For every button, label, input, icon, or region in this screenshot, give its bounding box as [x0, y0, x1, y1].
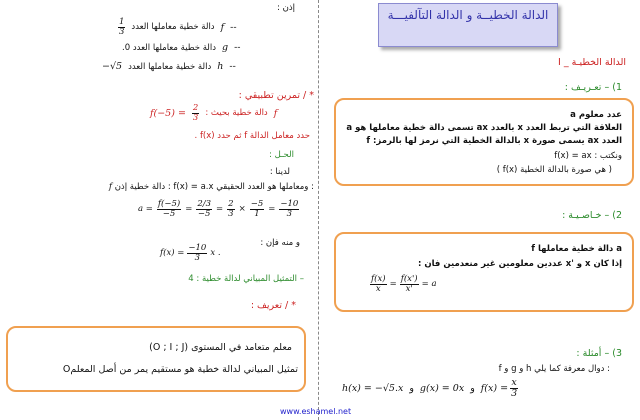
definition-box	[334, 98, 634, 186]
list-item-f: $\frac{1}{3}$ دالة خطية معاملها العدد f --	[119, 17, 237, 37]
property-formula: $\frac{f(x)}{x}$ = $\frac{f(x')}{x'}$ = a	[371, 274, 437, 294]
exercise-question: حدد معامل الدالة f ثم حدد f(x) .	[194, 131, 310, 141]
solution-line-1: f دالة خطية إذن : f(x) = a.x ومعاملها هو العدد الحقيقي :	[108, 182, 314, 192]
exercise-given: f(−5) = $\frac{2}{3}$ دالة خطية بحيث : f	[150, 103, 278, 123]
def-line-3: ونكتب : f(x) = ax	[554, 151, 622, 161]
graph-heading: – التمثيل المبياني لدالة خطية : 4	[188, 274, 304, 284]
example-g: g(x) = 0x	[419, 382, 465, 394]
def-line-2: العدد ax يسمى صورة x بالدالة الخطية التي نرمز لها بالرمز: f	[366, 136, 622, 146]
graph-def-line-2: تمثيل المبياني لدالة خطية هو مستقيم يمر من أصل المعلمO	[62, 364, 298, 375]
formula-fraction-2: $\frac{f(x')}{x'}$	[400, 274, 418, 294]
prop-line-1: f دالة خطية معاملها a	[531, 244, 622, 254]
exercise-heading: * / تمرين تطبيقي :	[238, 90, 314, 101]
then-so: و منه فإن :	[260, 238, 300, 248]
page-title: الدالة الخطيــة و الدالة التآلفيـــة	[387, 8, 549, 22]
property-box	[334, 232, 634, 312]
property-heading: 2) – خـاصـيـة :	[562, 210, 622, 221]
example-h: h(x) = −√5.x	[342, 382, 404, 394]
list-item-g: دالة خطية معاملها العدد 0. g --	[122, 42, 241, 53]
definition2-heading: * / تعريف :	[250, 300, 296, 311]
graph-def-line-1: (O ; I ; J) معلم متعامد في المستوى	[149, 342, 292, 353]
examples-heading: 3) – أمثلة :	[576, 348, 622, 359]
column-divider	[318, 0, 319, 420]
coefficient-calculation: a = $\frac{f(-5)}{-5}$ = $\frac{2/3}{-5}$ = $\frac{2}{3}$ × $\frac{-5}{1}$ = $\frac{-10}{3}$	[138, 199, 299, 219]
def-line-1: العلاقة التي تربط العدد x بالعدد ax تسمى دالة خطية معاملها هو a	[346, 123, 622, 133]
example-f: f(x) = $\frac{x}{3}$	[480, 377, 518, 399]
list-item-h: −√5 دالة خطية معاملها العدد h --	[102, 61, 236, 72]
examples-formulas: h(x) = −√5.x و g(x) = 0x و f(x) = $\frac{x}{3}$	[342, 377, 518, 399]
we-have: لدينا :	[269, 167, 290, 177]
coef-one-third: $\frac{1}{3}$	[119, 17, 125, 37]
examples-intro: f و g و h دوال معرفة كما يلي :	[498, 364, 610, 374]
prop-line-2: إذا كان x و 'x عددين معلومين غير منعدمين فان :	[418, 259, 622, 269]
section-heading-linear: I _ الدالة الخطيـة	[558, 57, 626, 68]
def-line-4: ( f(x) هي صورة بالدالة الخطية )	[496, 165, 612, 175]
def-a-known: a عدد معلوم	[570, 110, 622, 120]
formula-fraction-1: $\frac{f(x)}{x}$	[371, 274, 386, 294]
footer-site-link[interactable]: www.eshamel.net	[280, 407, 352, 416]
solution-heading: الحـل :	[269, 150, 294, 160]
title-box	[378, 3, 558, 47]
graph-definition-box	[6, 326, 306, 392]
fx-result: f(x) = $\frac{-10}{3}$ x .	[160, 243, 221, 263]
therefore-label: إذن :	[277, 3, 295, 13]
definition-heading: 1) – تعـريـف :	[564, 82, 622, 93]
